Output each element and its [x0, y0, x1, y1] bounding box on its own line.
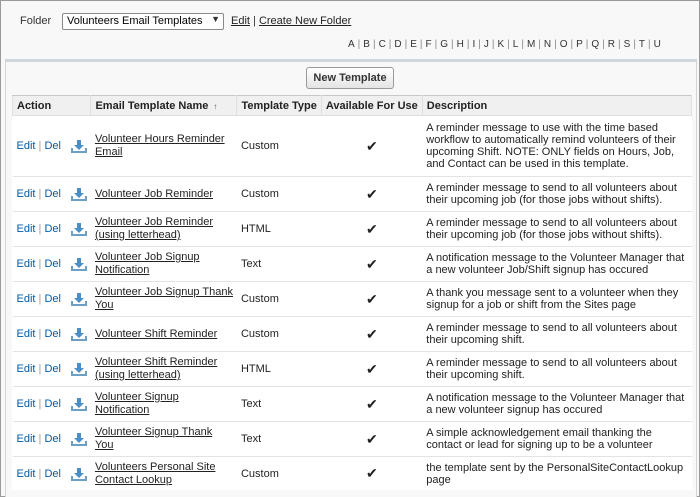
template-type-cell: HTML	[237, 212, 321, 247]
alphabet-separator: |	[466, 39, 470, 50]
delete-link[interactable]: Del	[44, 139, 61, 152]
table-row	[13, 352, 692, 387]
action-cell	[13, 212, 91, 247]
table-row	[13, 212, 692, 247]
template-type-cell: Custom	[237, 282, 321, 317]
description-cell: A reminder message to send to all volunteers about their upcoming job (for those jobs without shifts).	[422, 212, 691, 247]
template-name-link[interactable]: Volunteer Shift Reminder (using letterhead)	[94, 356, 218, 381]
template-type-cell: Text	[237, 422, 321, 457]
description-cell: A reminder message to send to all volunteers about their upcoming shift.	[422, 352, 691, 387]
edit-link[interactable]: Edit	[16, 139, 36, 152]
available-cell	[321, 212, 422, 247]
description-cell: A thank you message sent to a volunteer when they signup for a job or shift from the Sites page	[422, 282, 691, 317]
action-cell	[13, 317, 91, 352]
download-icon[interactable]	[71, 291, 87, 307]
alphabet-letter-i[interactable]: I	[472, 39, 476, 50]
action-cell	[13, 457, 91, 491]
column-header-action: Action	[13, 96, 91, 116]
template-name-link[interactable]: Volunteer Job Signup Notification	[94, 251, 200, 276]
template-type-cell: Custom	[237, 317, 321, 352]
edit-link[interactable]: Edit	[16, 362, 36, 375]
download-icon[interactable]	[71, 431, 87, 447]
alphabet-letter-j[interactable]: J	[483, 39, 489, 50]
checkmark-icon: ✔	[365, 137, 378, 154]
delete-link[interactable]: Del	[44, 397, 61, 410]
alphabet-separator: |	[419, 39, 423, 50]
download-icon[interactable]	[71, 138, 87, 154]
alphabet-letter-r[interactable]: R	[607, 39, 616, 50]
alphabet-separator: |	[372, 39, 376, 50]
folder-link-separator: |	[253, 15, 256, 27]
available-cell	[321, 282, 422, 317]
action-separator: |	[38, 257, 42, 270]
column-header-description[interactable]: Description	[422, 96, 691, 116]
alphabet-letter-c[interactable]: C	[378, 39, 386, 50]
alphabet-separator: |	[554, 39, 557, 50]
action-cell	[13, 282, 91, 317]
alphabet-separator: |	[570, 39, 574, 50]
delete-link[interactable]: Del	[44, 187, 61, 200]
delete-link[interactable]: Del	[44, 432, 61, 445]
template-type-cell: Custom	[237, 116, 321, 177]
column-header-available[interactable]: Available For Use	[321, 96, 422, 116]
available-cell	[321, 177, 422, 212]
table-row	[13, 282, 692, 317]
folder-links	[231, 15, 351, 27]
template-name-link[interactable]: Volunteer Job Reminder (using letterhead)	[94, 216, 213, 241]
download-icon[interactable]	[71, 256, 87, 272]
template-name-link[interactable]: Volunteer Shift Reminder	[94, 327, 218, 340]
description-cell: A notification message to the Volunteer Manager that a new volunteer Job/Shift signup has occured	[422, 247, 691, 282]
alphabet-separator: |	[404, 39, 408, 50]
download-icon[interactable]	[71, 466, 87, 482]
table-row	[13, 116, 692, 177]
alphabet-letter-e[interactable]: E	[410, 39, 417, 50]
folder-label: Folder	[20, 15, 52, 27]
new-template-button[interactable]: New Template	[306, 67, 393, 89]
download-icon[interactable]	[71, 396, 87, 412]
edit-link[interactable]: Edit	[16, 292, 36, 305]
available-cell	[321, 352, 422, 387]
button-row	[6, 67, 696, 89]
alphabet-separator: |	[388, 39, 392, 50]
action-separator: |	[38, 187, 42, 200]
description-cell: the template sent by the PersonalSiteContactLookup page	[422, 457, 691, 491]
template-name-cell	[91, 317, 237, 352]
checkmark-icon: ✔	[365, 255, 378, 272]
template-name-cell	[91, 422, 237, 457]
alphabet-letter-q[interactable]: Q	[591, 39, 600, 50]
action-separator: |	[38, 432, 42, 445]
table-row	[13, 457, 692, 491]
delete-link[interactable]: Del	[44, 467, 61, 480]
alphabet-letter-l[interactable]: L	[512, 39, 519, 50]
column-header-type[interactable]: Template Type	[237, 96, 321, 116]
checkmark-icon: ✔	[365, 465, 378, 481]
download-icon[interactable]	[71, 186, 87, 202]
edit-link[interactable]: Edit	[16, 327, 36, 340]
alphabet-letter-d[interactable]: D	[394, 39, 402, 50]
checkmark-icon: ✔	[365, 430, 378, 447]
alphabet-separator: |	[478, 39, 481, 50]
template-name-cell	[91, 352, 237, 387]
available-cell	[321, 247, 422, 282]
template-name-link[interactable]: Volunteer Job Signup Thank You	[94, 286, 233, 311]
alphabet-separator: |	[434, 39, 438, 50]
alphabet-letter-k[interactable]: K	[497, 39, 505, 50]
table-row	[13, 317, 692, 352]
template-type-cell: Custom	[237, 177, 321, 212]
alphabet-separator: |	[491, 39, 495, 50]
template-name-link[interactable]: Volunteer Job Reminder	[94, 187, 213, 200]
description-cell: A notification message to the Volunteer Manager that a new volunteer signup has occured	[422, 387, 691, 422]
templates-panel	[5, 59, 697, 497]
folder-select[interactable]	[62, 13, 224, 30]
delete-link[interactable]: Del	[44, 362, 61, 375]
template-type-cell: Text	[237, 387, 321, 422]
table-row	[13, 387, 692, 422]
download-icon[interactable]	[71, 361, 87, 377]
alphabet-letter-p[interactable]: P	[576, 39, 583, 50]
email-templates-table	[12, 95, 692, 490]
table-row	[13, 247, 692, 282]
alphabet-separator: |	[357, 39, 361, 50]
template-name-cell	[91, 457, 237, 491]
description-cell: A reminder message to send to all volunteers about their upcoming shift.	[422, 317, 691, 352]
available-cell	[321, 387, 422, 422]
action-separator: |	[38, 397, 42, 410]
action-separator: |	[38, 467, 42, 480]
template-name-cell	[91, 282, 237, 317]
available-cell	[321, 317, 422, 352]
edit-link[interactable]: Edit	[16, 432, 36, 445]
alphabet-letter-n[interactable]: N	[543, 39, 552, 50]
alphabet-letter-a[interactable]: A	[348, 39, 355, 50]
folder-select-value: Volunteers Email Templates	[67, 14, 203, 27]
edit-folder-link[interactable]: Edit	[231, 15, 250, 27]
sort-ascending-icon: ↑	[213, 101, 218, 111]
template-name-link[interactable]: Volunteer Signup Notification	[94, 391, 179, 416]
description-cell: A reminder message to send to all volunteers about their upcoming job (for those jobs without shifts).	[422, 177, 691, 212]
alphabet-separator: |	[585, 39, 589, 50]
available-cell	[321, 422, 422, 457]
column-header-name[interactable]	[91, 96, 237, 116]
description-cell: A reminder message to use with the time based workflow to automatically remind volunteers of their upcoming Shift. NOTE: ONLY fields on Hours, Job, and Contact can be used in this template.	[422, 116, 691, 177]
folder-row	[20, 12, 351, 30]
chevron-down-icon: ▼	[211, 13, 220, 24]
delete-link[interactable]: Del	[44, 222, 61, 235]
edit-link[interactable]: Edit	[16, 467, 36, 480]
alphabet-letter-f[interactable]: F	[425, 39, 432, 50]
alphabet-separator: |	[602, 39, 605, 50]
alphabet-letter-b[interactable]: B	[363, 39, 370, 50]
checkmark-icon: ✔	[365, 185, 378, 202]
checkmark-icon: ✔	[365, 325, 378, 342]
delete-link[interactable]: Del	[44, 327, 61, 340]
action-separator: |	[38, 292, 42, 305]
template-name-link[interactable]: Volunteer Signup Thank You	[94, 426, 213, 451]
table-header-row	[13, 96, 692, 116]
alphabet-separator: |	[648, 39, 651, 50]
template-name-cell	[91, 387, 237, 422]
action-cell	[13, 116, 91, 177]
edit-link[interactable]: Edit	[16, 222, 36, 235]
alphabet-letter-g[interactable]: G	[440, 39, 449, 50]
template-name-link[interactable]: Volunteers Personal Site Contact Lookup	[94, 460, 216, 486]
download-icon[interactable]	[71, 221, 87, 237]
template-type-cell: HTML	[237, 352, 321, 387]
edit-link[interactable]: Edit	[16, 187, 36, 200]
checkmark-icon: ✔	[365, 220, 378, 237]
alphabet-separator: |	[507, 39, 510, 50]
template-name-cell	[91, 247, 237, 282]
alphabet-letter-o[interactable]: O	[559, 39, 568, 50]
alphabet-letter-s[interactable]: S	[623, 39, 631, 50]
available-cell	[321, 457, 422, 491]
alphabet-separator: |	[451, 39, 454, 50]
action-separator: |	[38, 362, 42, 375]
download-icon[interactable]	[71, 326, 87, 342]
template-name-cell	[91, 212, 237, 247]
alphabet-separator: |	[521, 39, 524, 50]
alphabet-letter-u[interactable]: U	[653, 39, 661, 50]
action-cell	[13, 247, 91, 282]
action-cell	[13, 387, 91, 422]
template-type-cell: Text	[237, 247, 321, 282]
alphabet-letter-m[interactable]: M	[526, 39, 536, 50]
alphabet-separator: |	[633, 39, 636, 50]
alphabet-separator: |	[618, 39, 621, 50]
description-cell: A simple acknowledgement email thanking the contact or lead for signing up to be a volunteer	[422, 422, 691, 457]
checkmark-icon: ✔	[365, 395, 378, 412]
checkmark-icon: ✔	[365, 290, 378, 307]
alphabet-separator: |	[538, 39, 541, 50]
action-separator: |	[38, 139, 42, 152]
delete-link[interactable]: Del	[44, 292, 61, 305]
action-cell	[13, 422, 91, 457]
action-cell	[13, 177, 91, 212]
template-name-cell	[91, 177, 237, 212]
action-separator: |	[38, 327, 42, 340]
alphabet-letter-t[interactable]: T	[638, 39, 646, 50]
edit-link[interactable]: Edit	[16, 397, 36, 410]
edit-link[interactable]: Edit	[16, 257, 36, 270]
checkmark-icon: ✔	[365, 360, 378, 377]
template-name-link[interactable]: Volunteer Hours Reminder Email	[94, 133, 225, 158]
table-row	[13, 422, 692, 457]
template-name-cell	[91, 116, 237, 177]
available-cell	[321, 116, 422, 177]
action-cell	[13, 352, 91, 387]
column-header-name-label: Email Template Name	[95, 99, 209, 112]
create-new-folder-link[interactable]: Create New Folder	[258, 15, 352, 27]
delete-link[interactable]: Del	[44, 257, 61, 270]
action-separator: |	[38, 222, 42, 235]
table-row	[13, 177, 692, 212]
alphabet-filter	[348, 39, 698, 50]
alphabet-letter-h[interactable]: H	[456, 39, 464, 50]
template-type-cell: Custom	[237, 457, 321, 491]
